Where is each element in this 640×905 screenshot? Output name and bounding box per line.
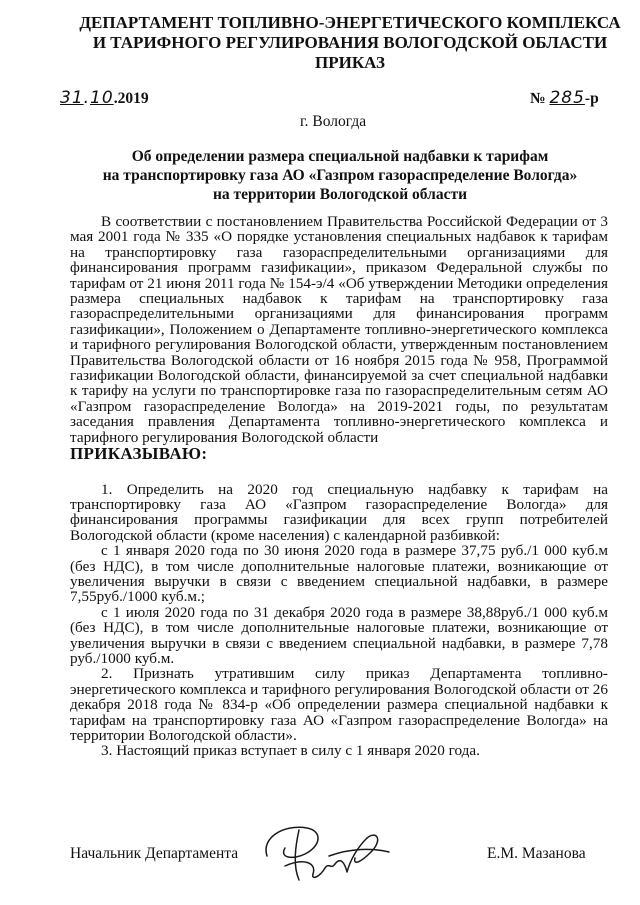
date-year: .2019 [113,90,149,107]
item-1-period-1: с 1 января 2020 года по 30 июня 2020 года в размере 37,75 руб./1 000 куб.м (без НДС), в том числе дополнительные налоговые платежи, возникающие от увеличения выручки в связи с введением специальной надбавки, в размере 7,55руб./1000 куб.м.; [70,542,608,606]
order-title-line1: Об определении размера специальной надбавки к тарифам [131,148,549,165]
date-day: 31 [60,88,84,108]
signatory-position: Начальник Департамента [70,845,239,862]
order-title-line2: на транспортировку газа АО «Газпром газораспределение Вологда» [102,167,578,184]
department-title-line2: И ТАРИФНОГО РЕГУЛИРОВАНИЯ ВОЛОГОДСКОЙ ОБЛАСТИ [92,33,608,52]
item-3: 3. Настоящий приказ вступает в силу с 1 января 2020 года. [101,742,480,760]
number-sign: № [530,90,546,107]
handwritten-signature [255,818,395,888]
signatory-name: Е.М. Мазанова [487,845,586,862]
number-value: 285 [549,88,585,108]
item-2: 2. Признать утратившим силу приказ Департамента топливно-энергетического комплекса и тарифного регулирования Вологодской области от 26 декабря 2018 года № 834-р «Об определении размера специальной надбавки к тарифам на транспортировку газа АО «Газпром газораспределение Вологда» на территории Вологодской области». [70,665,608,744]
city: г. Вологда [300,113,367,130]
item-1-period-2: с 1 июля 2020 года по 31 декабря 2020 года в размере 38,88руб./1 000 куб.м (без НДС), в том числе дополнительные налоговые платежи, возникающие от увеличения выручки в связи с введением специальной надбавки, в размере 7,78 руб./1000 куб.м. [70,603,608,667]
preamble-paragraph: В соответствии с постановлением Правительства Российской Федерации от 3 мая 2001 года № 335 «О порядке установления специальных надбавок к тарифам на транспортировку газа газораспределительными организациями для финансирования программ газификации», приказом Федеральной службы по тарифам от 21 июня 2011 года № 154-э/4 «Об утверждении Методики определения размера специальных надбавок к тарифам на транспортировку газа газораспределительными организациями для финансирования программ газификации», Положением о Департаменте топливно-энергетического комплекса и тарифного регулирования Вологодской области, утвержденным постановлением Правительства Вологодской области от 16 ноября 2015 года № 958, Программой газификации Вологодской области, финансируемой за счет специальной надбавки к тарифу на услуги по транспортировке газа по газораспределительным сетям АО «Газпром газораспределение Вологда» на 2019-2021 годы, по результатам заседания правления Департамента топливно-энергетического комплекса и тарифного регулирования Вологодской области [70,213,608,446]
order-title-line3: на территории Вологодской области [212,186,467,203]
order-number [530,88,599,108]
order-directive: ПРИКАЗЫВАЮ: [70,444,208,464]
order-heading: ПРИКАЗ [315,53,385,72]
item-1: 1. Определить на 2020 год специальную надбавку к тарифам на транспортировку газа АО «Газпром газораспределение Вологда» для финансирования программы газификации для всех групп потребителей Вологодской области (кроме населения) с календарной разбивкой: [70,480,608,544]
order-body [70,214,608,759]
order-date: 31.10.2019 [60,88,149,108]
number-suffix: -р [584,90,599,107]
date-month: 10 [90,88,114,108]
department-title-line1: ДЕПАРТАМЕНТ ТОПЛИВНО-ЭНЕРГЕТИЧЕСКОГО КОМПЛЕКСА [79,13,621,32]
